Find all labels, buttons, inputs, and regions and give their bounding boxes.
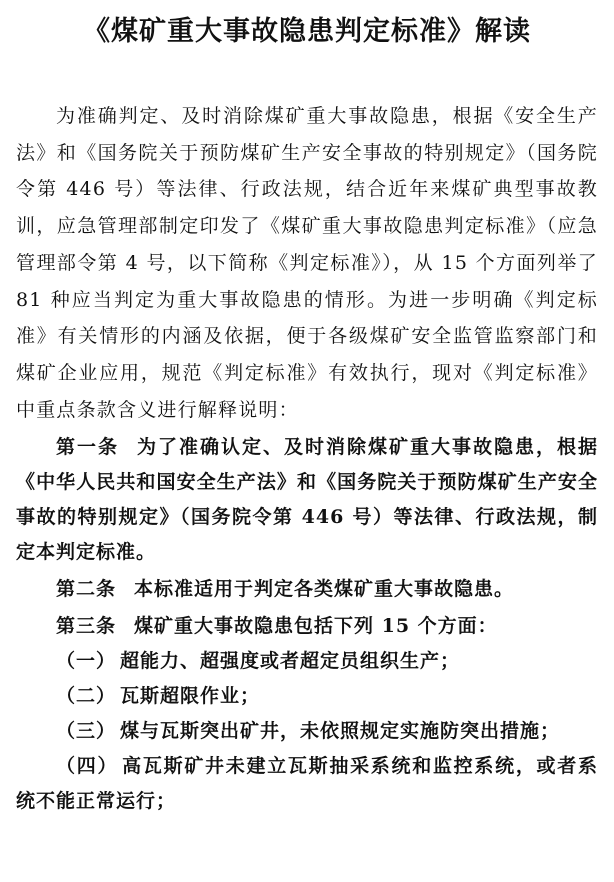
list-item: [16, 714, 598, 749]
list-item: [16, 749, 598, 819]
item-marker: （四）: [56, 755, 119, 778]
document-title: 《煤矿重大事故隐患判定标准》解读: [83, 16, 531, 47]
item-text: 瓦斯超限作业；: [120, 685, 261, 708]
list-item: [16, 644, 598, 679]
item-marker: （二）: [56, 685, 117, 708]
article-text: 为了准确认定、及时消除煤矿重大事故隐患，根据《中华人民共和国安全生产法》和《国务院关于预防煤矿生产安全事故的特别规定》（国务院令第 446 号）等法律、行政法规，制定本判定标准。: [16, 436, 598, 564]
article-3: [16, 609, 598, 644]
item-text: 高瓦斯矿井未建立瓦斯抽采系统和监控系统，或者系统不能正常运行；: [16, 755, 598, 813]
item-marker: （三）: [56, 720, 117, 743]
item-text: 煤与瓦斯突出矿井，未依照规定实施防突出措施；: [120, 720, 561, 743]
article-2: [16, 572, 598, 607]
item-marker: （一）: [56, 650, 117, 673]
article-1: [16, 430, 598, 570]
article-label: 第一条: [56, 436, 119, 459]
article-text: 煤矿重大事故隐患包括下列 15 个方面：: [134, 615, 498, 638]
article-label: 第二条: [56, 578, 117, 601]
item-text: 超能力、超强度或者超定员组织生产；: [120, 650, 461, 673]
article-label: 第三条: [56, 615, 117, 638]
document-page: [16, 12, 598, 819]
article-text: 本标准适用于判定各类煤矿重大事故隐患。: [134, 578, 515, 601]
list-item: [16, 679, 598, 714]
intro-paragraph: 为准确判定、及时消除煤矿重大事故隐患，根据《安全生产法》和《国务院关于预防煤矿生产安全事故的特别规定》（国务院令第 446 号）等法律、行政法规，结合近年来煤矿典型事故教训，应急管理部制定印发了《煤矿重大事故隐患判定标准》（应急管理部令第 4 号，以下简称《判定标准》），从 15 个方面列举了 81 种应当判定为重大事故隐患的情形。为进一步明确《判定标准》有关情形的内涵及依据，便于各级煤矿安全监管监察部门和煤矿企业应用，规范《判定标准》有效执行，现对《判定标准》中重点条款含义进行解释说明：: [16, 105, 598, 421]
